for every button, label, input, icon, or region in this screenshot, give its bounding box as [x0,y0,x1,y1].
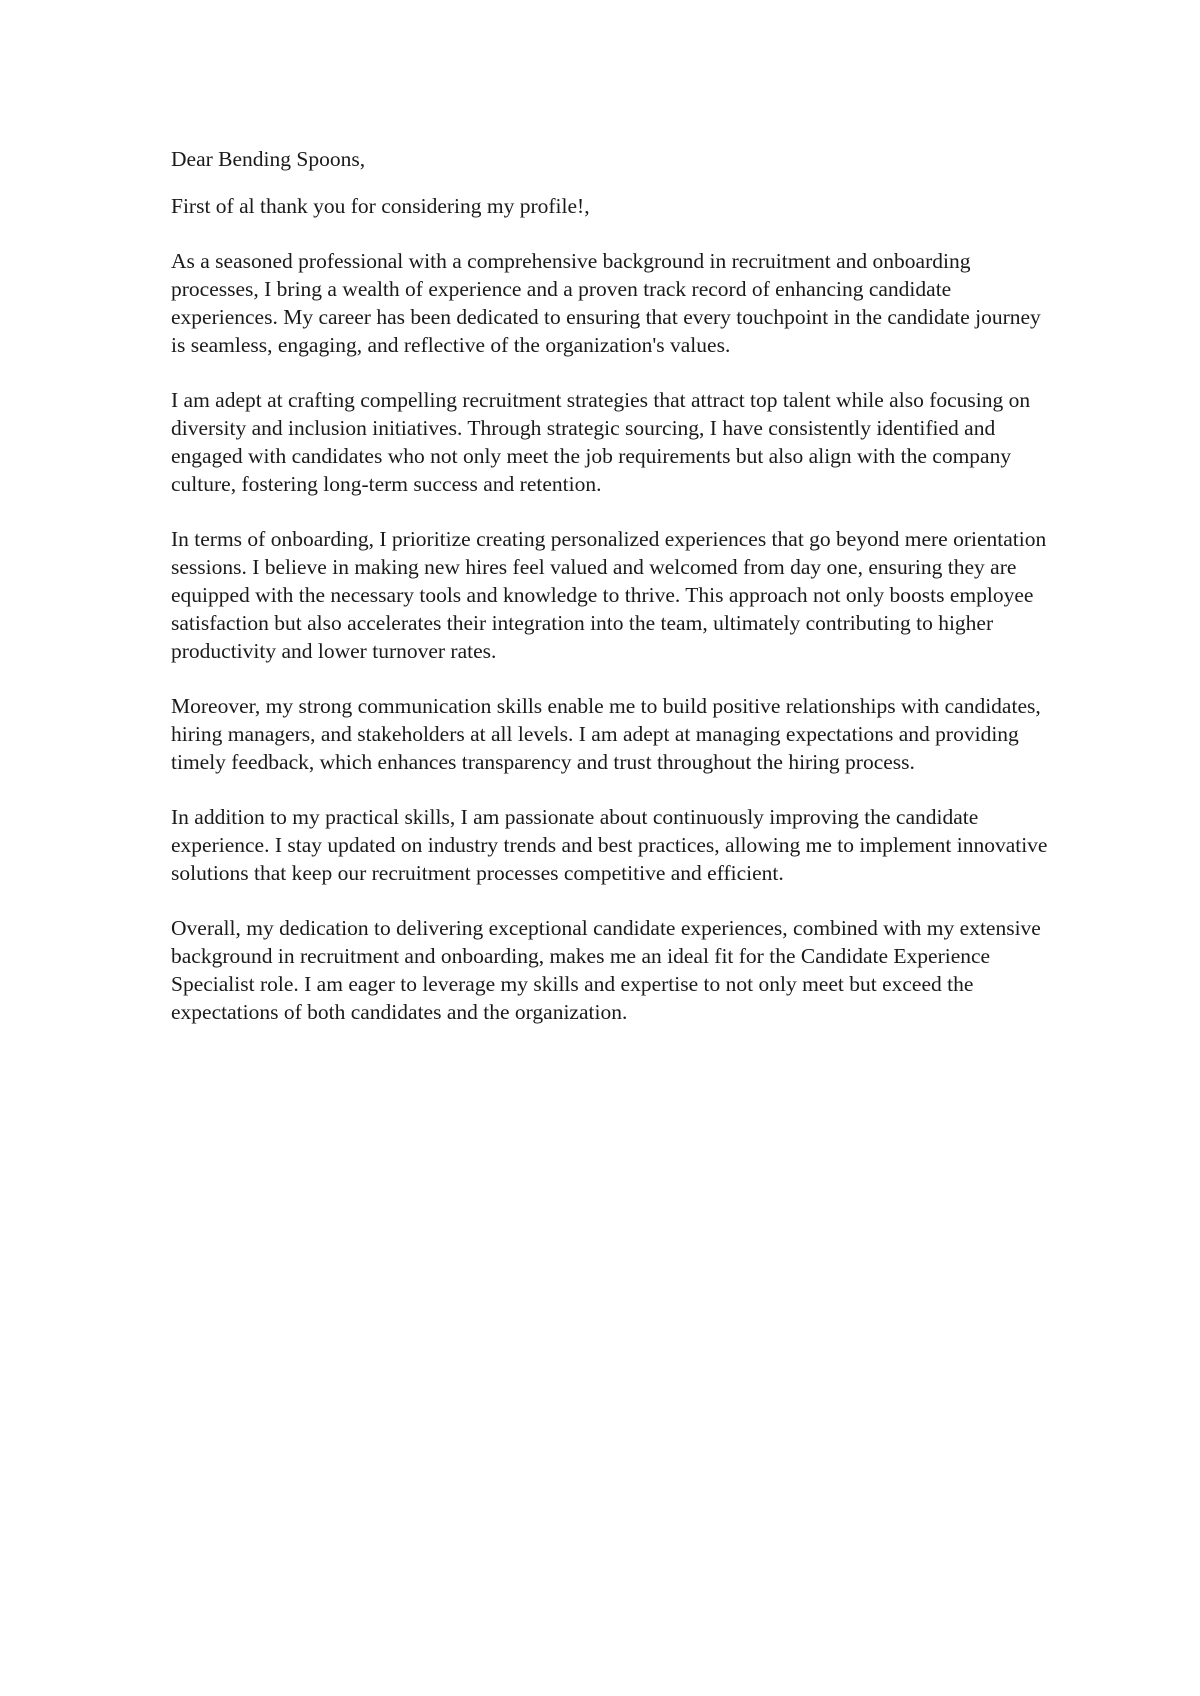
paragraph-onboarding: In terms of onboarding, I prioritize creating personalized experiences that go beyond mere orientation sessions. I believe in making new hires feel valued and welcomed from day one, ensuring they are equipped with the necessary tools and knowledge to thrive. This approach not only boosts employee satisfaction but also accelerates their integration into the team, ultimately contributing to higher productivity and lower turnover rates. [171,527,1047,663]
intro-line: First of al thank you for considering my profile!, [171,194,590,218]
cover-letter [171,145,1051,1026]
paragraph-continuous-improvement: In addition to my practical skills, I am passionate about continuously improving the candidate experience. I stay updated on industry trends and best practices, allowing me to implement innovative solutions that keep our recruitment processes competitive and efficient. [171,805,1048,885]
salutation: Dear Bending Spoons, [171,147,366,171]
paragraph-experience: As a seasoned professional with a comprehensive background in recruitment and onboarding processes, I bring a wealth of experience and a proven track record of enhancing candidate experiences. My career has been dedicated to ensuring that every touchpoint in the candidate journey is seamless, engaging, and reflective of the organization's values. [171,249,1041,357]
paragraph-communication: Moreover, my strong communication skills enable me to build positive relationships with candidates, hiring managers, and stakeholders at all levels. I am adept at managing expectations and providing timely feedback, which enhances transparency and trust throughout the hiring process. [171,694,1041,774]
paragraph-closing: Overall, my dedication to delivering exceptional candidate experiences, combined with my extensive background in recruitment and onboarding, makes me an ideal fit for the Candidate Experience Specialist role. I am eager to leverage my skills and expertise to not only meet but exceed the expectations of both candidates and the organization. [171,916,1041,1024]
paragraph-recruitment-strategy: I am adept at crafting compelling recruitment strategies that attract top talent while also focusing on diversity and inclusion initiatives. Through strategic sourcing, I have consistently identified and engaged with candidates who not only meet the job requirements but also align with the company culture, fostering long-term success and retention. [171,388,1031,496]
